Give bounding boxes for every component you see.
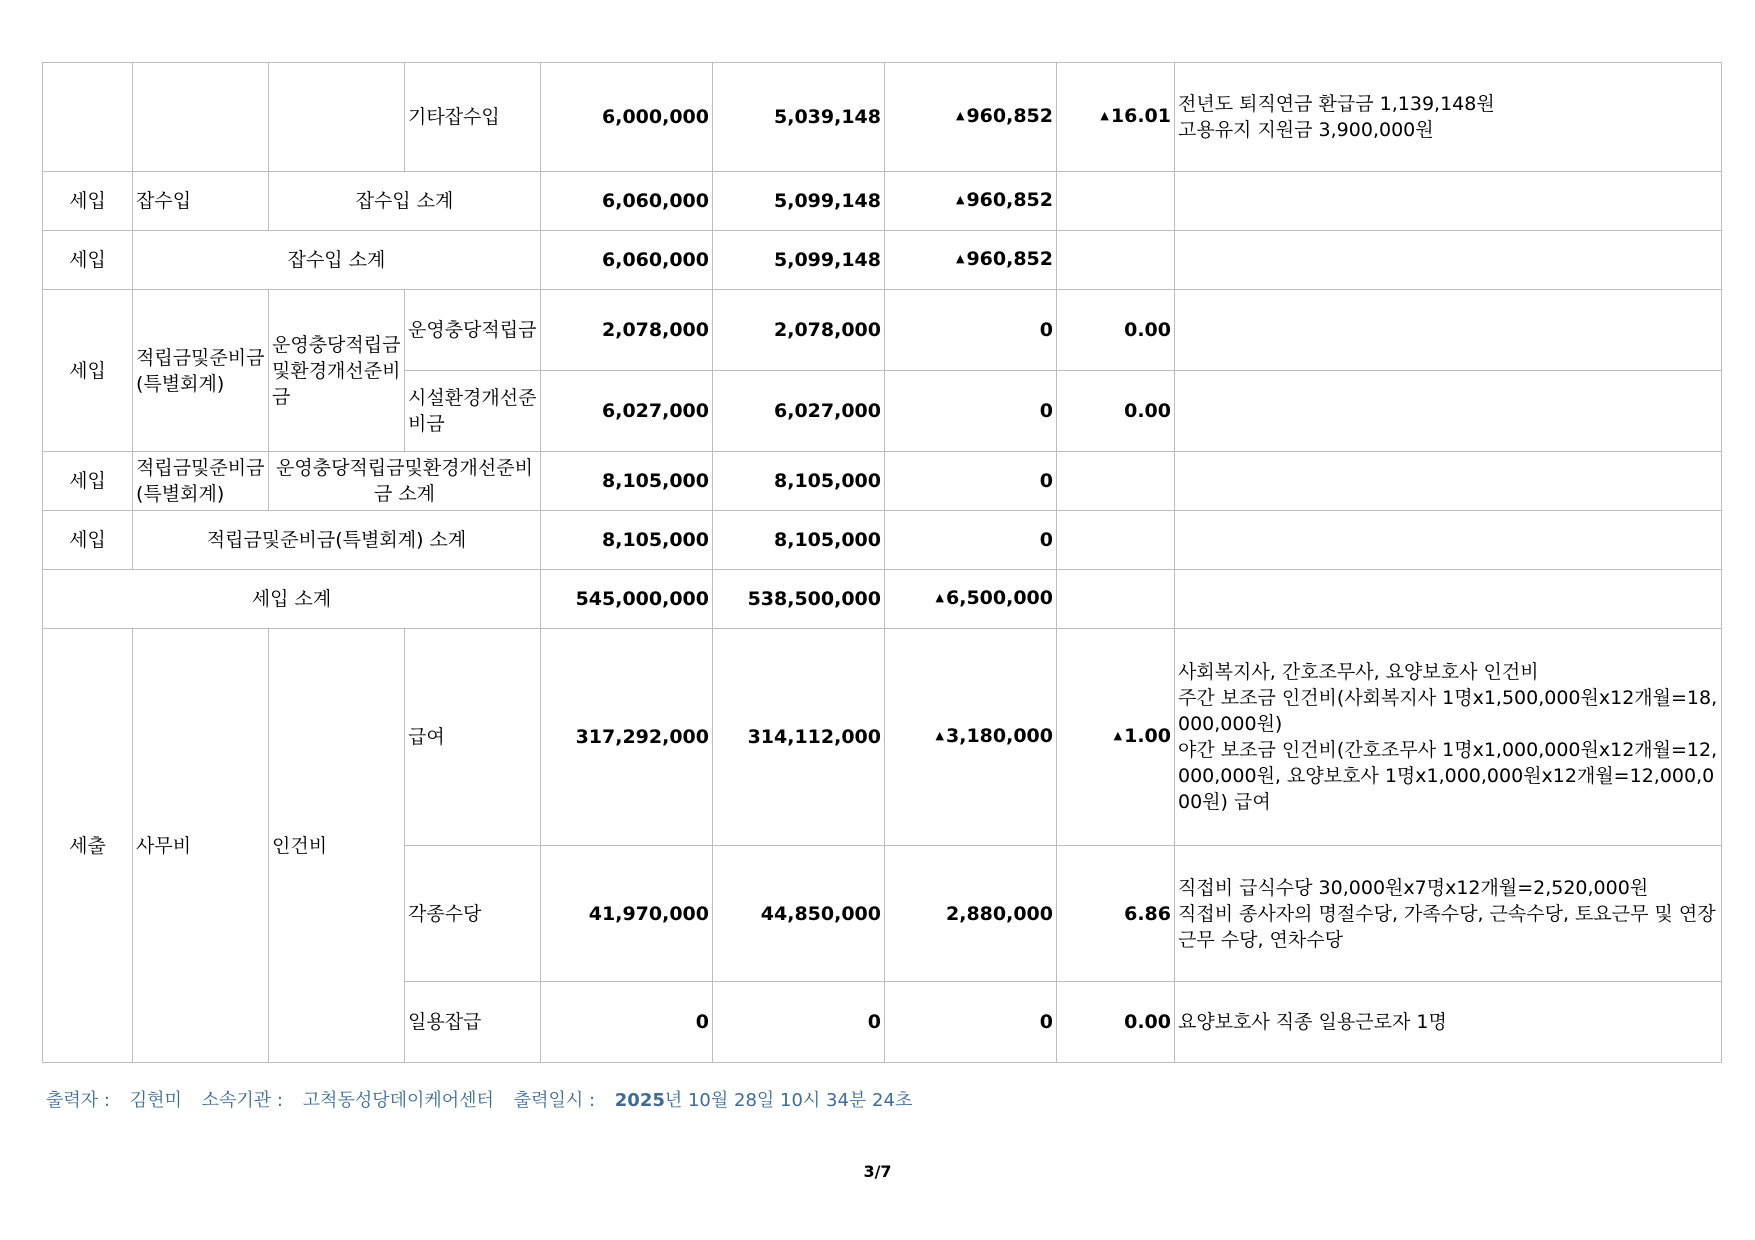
table-row xyxy=(43,290,1722,371)
type-cell: 세입 xyxy=(43,231,133,290)
note-cell xyxy=(1175,231,1722,290)
diff-amount xyxy=(885,172,1057,231)
note-line: 전년도 퇴직연금 환급금 1,139,148원 xyxy=(1178,93,1495,115)
increase-triangle-icon: ▲ xyxy=(955,192,965,206)
note-cell xyxy=(1175,982,1722,1063)
item-name: 운영충당적립금 xyxy=(405,290,541,371)
increase-triangle-icon: ▲ xyxy=(1100,108,1109,122)
subtotal-label: 잡수입 소계 xyxy=(133,231,541,290)
diff-amount xyxy=(885,63,1057,172)
rate-text: 16.01 xyxy=(1110,104,1171,127)
table-row xyxy=(43,629,1722,846)
budget-amount: 6,060,000 xyxy=(541,172,713,231)
subtotal-label: 운영충당적립금및환경개선준비금 소계 xyxy=(269,452,541,511)
increase-triangle-icon: ▲ xyxy=(935,590,945,604)
diff-amount xyxy=(885,231,1057,290)
rate-value: 0.00 xyxy=(1057,371,1175,452)
print-footer xyxy=(46,1086,926,1112)
rate-value: 0.00 xyxy=(1057,982,1175,1063)
note-cell xyxy=(1175,172,1722,231)
table-row xyxy=(43,452,1722,511)
diff-amount: 2,880,000 xyxy=(885,846,1057,982)
note-line: 고용유지 지원금 3,900,000원 xyxy=(1178,119,1434,141)
item-name: 시설환경개선준비금 xyxy=(405,371,541,452)
budget-amount: 6,027,000 xyxy=(541,371,713,452)
budget-amount: 8,105,000 xyxy=(541,452,713,511)
table-row xyxy=(43,63,1722,172)
table-row xyxy=(43,570,1722,629)
rate-value: 6.86 xyxy=(1057,846,1175,982)
note-line: 요양보호사 직종 일용근로자 1명 xyxy=(1178,1011,1447,1033)
empty-cell xyxy=(133,63,269,172)
table-row xyxy=(43,231,1722,290)
subtotal-label: 적립금및준비금(특별회계) 소계 xyxy=(133,511,541,570)
rate-value xyxy=(1057,172,1175,231)
item-name: 일용잡급 xyxy=(405,982,541,1063)
diff-amount xyxy=(885,629,1057,846)
note-cell xyxy=(1175,846,1722,982)
subcategory-cell: 인건비 xyxy=(269,629,405,1063)
note-line: 직접비 종사자의 명절수당, 가족수당, 근속수당, 토요근무 및 연장근무 수당, 연차수당 xyxy=(1178,902,1716,951)
prev-amount: 5,099,148 xyxy=(713,231,885,290)
note-cell xyxy=(1175,629,1722,846)
rate-value xyxy=(1057,629,1175,846)
printer-name: 김현미 xyxy=(129,1090,182,1111)
category-cell: 적립금및준비금(특별회계) xyxy=(133,452,269,511)
note-cell xyxy=(1175,63,1722,172)
diff-value: 960,852 xyxy=(966,247,1053,270)
page-number: 3/7 xyxy=(863,1162,892,1181)
table-row xyxy=(43,172,1722,231)
increase-triangle-icon: ▲ xyxy=(1113,728,1123,742)
rate-value xyxy=(1057,511,1175,570)
item-name: 각종수당 xyxy=(405,846,541,982)
type-cell: 세출 xyxy=(43,629,133,1063)
increase-triangle-icon: ▲ xyxy=(955,108,965,122)
item-name: 급여 xyxy=(405,629,541,846)
prev-amount: 6,027,000 xyxy=(713,371,885,452)
rate-value xyxy=(1057,231,1175,290)
budget-table xyxy=(42,62,1722,1063)
org-label: 소속기관 : xyxy=(201,1090,283,1111)
type-cell: 세입 xyxy=(43,452,133,511)
diff-amount: 0 xyxy=(885,452,1057,511)
rate-text: 1.00 xyxy=(1124,724,1171,747)
budget-amount: 2,078,000 xyxy=(541,290,713,371)
prev-amount: 2,078,000 xyxy=(713,290,885,371)
table-row xyxy=(43,511,1722,570)
budget-amount: 317,292,000 xyxy=(541,629,713,846)
note-line: 야간 보조금 인건비(간호조무사 1명x1,000,000원x12개월=12,000,000원, 요양보호사 1명x1,000,000원x12개월=12,000,000원) 급여 xyxy=(1178,739,1718,813)
org-name: 고척동성당데이케어센터 xyxy=(302,1090,494,1111)
type-cell: 세입 xyxy=(43,172,133,231)
note-cell xyxy=(1175,570,1722,629)
prev-amount: 5,099,148 xyxy=(713,172,885,231)
budget-amount: 545,000,000 xyxy=(541,570,713,629)
diff-amount: 0 xyxy=(885,290,1057,371)
prev-amount: 5,039,148 xyxy=(713,63,885,172)
diff-value: 960,852 xyxy=(966,188,1053,211)
type-cell: 세입 xyxy=(43,511,133,570)
category-cell: 사무비 xyxy=(133,629,269,1063)
note-cell xyxy=(1175,290,1722,371)
budget-amount: 0 xyxy=(541,982,713,1063)
prev-amount: 0 xyxy=(713,982,885,1063)
budget-amount: 41,970,000 xyxy=(541,846,713,982)
rate-value xyxy=(1057,570,1175,629)
prev-amount: 8,105,000 xyxy=(713,511,885,570)
type-cell: 세입 xyxy=(43,290,133,452)
note-line: 사회복지사, 간호조무사, 요양보호사 인건비 xyxy=(1178,661,1539,683)
printer-label: 출력자 : xyxy=(46,1090,110,1111)
note-line: 주간 보조금 인건비(사회복지사 1명x1,500,000원x12개월=18,000,000원) xyxy=(1178,687,1718,735)
diff-value: 960,852 xyxy=(966,104,1053,127)
note-cell xyxy=(1175,452,1722,511)
item-name: 기타잡수입 xyxy=(405,63,541,172)
budget-amount: 8,105,000 xyxy=(541,511,713,570)
diff-amount: 0 xyxy=(885,371,1057,452)
note-cell xyxy=(1175,371,1722,452)
subcategory-cell: 운영충당적립금및환경개선준비금 xyxy=(269,290,405,452)
prev-amount: 314,112,000 xyxy=(713,629,885,846)
datetime-label: 출력일시 : xyxy=(513,1090,596,1111)
empty-cell xyxy=(269,63,405,172)
prev-amount: 44,850,000 xyxy=(713,846,885,982)
category-cell: 잡수입 xyxy=(133,172,269,231)
rate-value xyxy=(1057,452,1175,511)
increase-triangle-icon: ▲ xyxy=(955,251,965,265)
empty-cell xyxy=(43,63,133,172)
note-cell xyxy=(1175,511,1722,570)
rate-value xyxy=(1057,63,1175,172)
diff-value: 6,500,000 xyxy=(946,586,1053,609)
budget-amount: 6,000,000 xyxy=(541,63,713,172)
print-year: 2025 xyxy=(614,1090,665,1111)
diff-amount xyxy=(885,570,1057,629)
rate-value: 0.00 xyxy=(1057,290,1175,371)
prev-amount: 538,500,000 xyxy=(713,570,885,629)
diff-amount: 0 xyxy=(885,982,1057,1063)
diff-amount: 0 xyxy=(885,511,1057,570)
subtotal-label: 잡수입 소계 xyxy=(269,172,541,231)
note-line: 직접비 급식수당 30,000원x7명x12개월=2,520,000원 xyxy=(1178,876,1649,899)
category-cell: 적립금및준비금(특별회계) xyxy=(133,290,269,452)
budget-amount: 6,060,000 xyxy=(541,231,713,290)
total-label: 세입 소계 xyxy=(43,570,541,629)
increase-triangle-icon: ▲ xyxy=(935,728,945,742)
prev-amount: 8,105,000 xyxy=(713,452,885,511)
diff-value: 3,180,000 xyxy=(946,724,1053,747)
print-datetime: 년 10월 28일 10시 34분 24초 xyxy=(664,1090,913,1111)
